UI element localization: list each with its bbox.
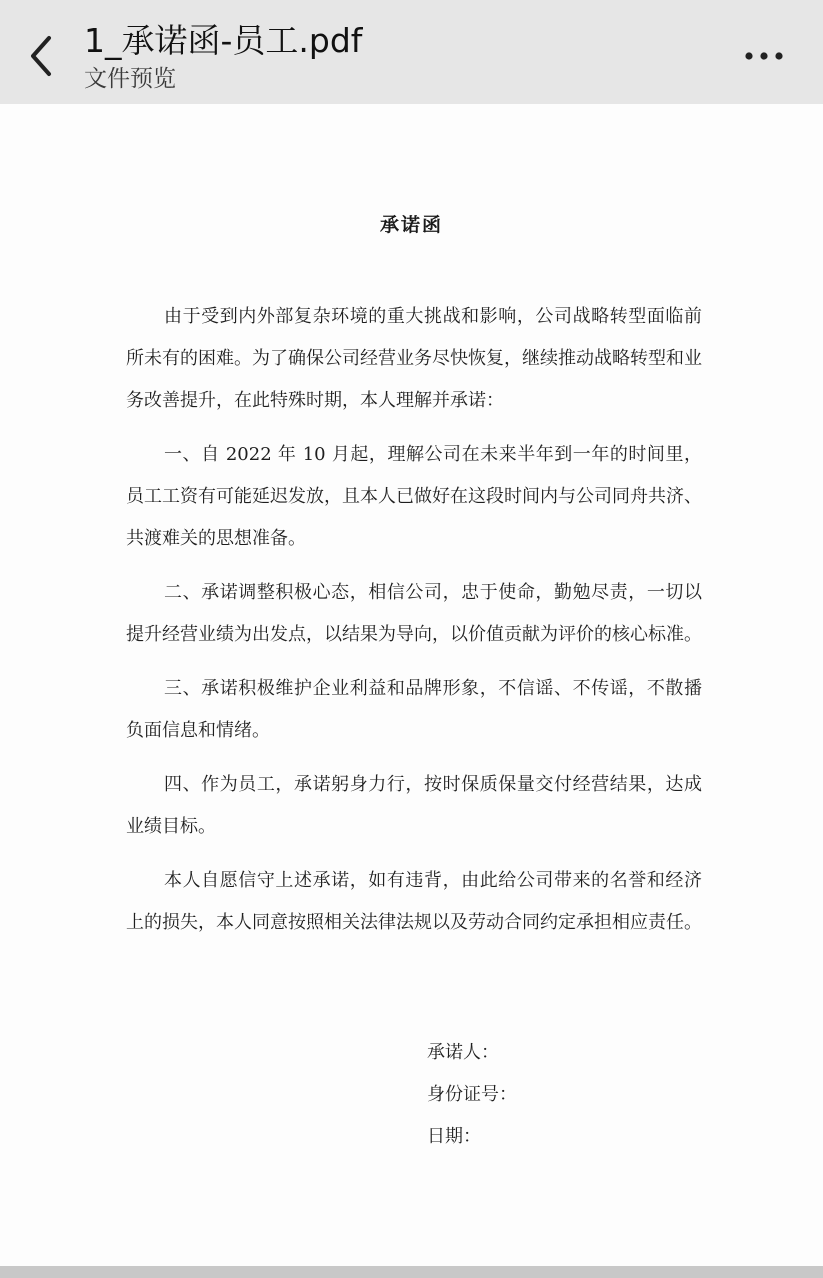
paragraph-clause-1: 一、自 2022 年 10 月起，理解公司在未来半年到一年的时间里，员工工资有可能延迟发放，且本人已做好在这段时间内与公司同舟共济、共渡难关的思想准备。 bbox=[126, 444, 702, 549]
paragraph-intro: 由于受到内外部复杂环境的重大挑战和影响，公司战略转型面临前所未有的困难。为了确保公司经营业务尽快恢复，继续推动战略转型和业务改善提升，在此特殊时期，本人理解并承诺： bbox=[126, 306, 702, 411]
date-label: 日期： bbox=[427, 1126, 481, 1147]
paragraph-closing: 本人自愿信守上述承诺，如有违背，由此给公司带来的名誉和经济上的损失，本人同意按照相关法律法规以及劳动合同约定承担相应责任。 bbox=[126, 870, 702, 933]
file-title: 1_承诺函-员工.pdf bbox=[84, 21, 363, 60]
document-title: 承诺函 bbox=[379, 214, 443, 236]
top-bar bbox=[0, 0, 823, 104]
file-subtitle: 文件预览 bbox=[84, 66, 176, 92]
more-horizontal-icon bbox=[744, 51, 784, 61]
chevron-left-icon bbox=[27, 34, 55, 78]
signature-block bbox=[427, 1032, 517, 1158]
paragraph-clause-3: 三、承诺积极维护企业利益和品牌形象，不信谣、不传谣，不散播负面信息和情绪。 bbox=[126, 678, 702, 741]
paragraph-clause-2: 二、承诺调整积极心态，相信公司，忠于使命，勤勉尽责，一切以提升经营业绩为出发点，以结果为导向，以价值贡献为评价的核心标准。 bbox=[126, 582, 702, 645]
document-body bbox=[126, 296, 702, 956]
signer-label: 承诺人： bbox=[427, 1042, 499, 1063]
more-options-button[interactable] bbox=[739, 34, 789, 78]
title-area bbox=[84, 20, 704, 94]
id-number-label: 身份证号： bbox=[427, 1084, 517, 1105]
back-button[interactable] bbox=[18, 28, 64, 84]
pdf-page[interactable] bbox=[0, 104, 823, 1266]
bottom-bar bbox=[0, 1266, 823, 1278]
paragraph-clause-4: 四、作为员工，承诺躬身力行，按时保质保量交付经营结果，达成业绩目标。 bbox=[126, 774, 702, 837]
